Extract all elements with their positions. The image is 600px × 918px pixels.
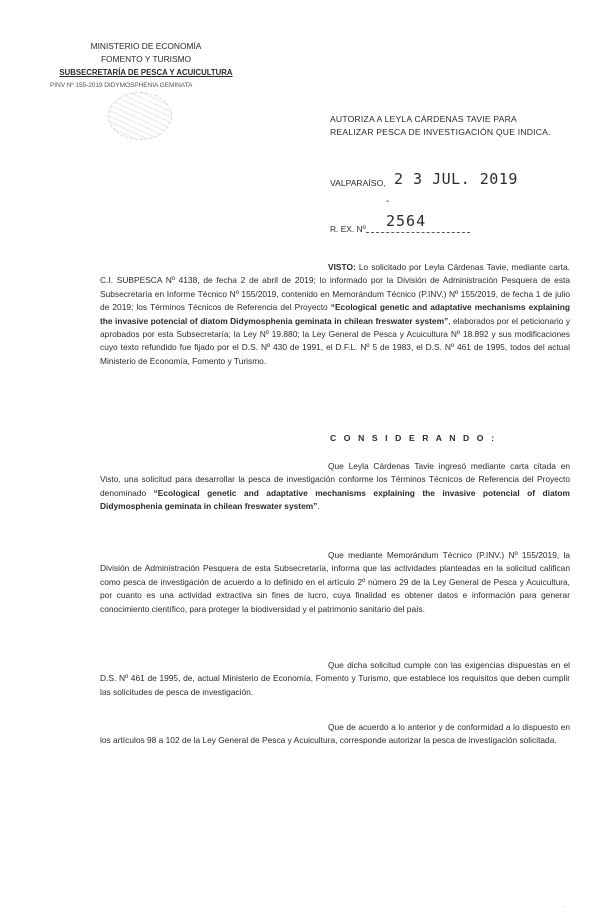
ministry-name: MINISTERIO DE ECONOMÍA <box>90 41 202 51</box>
page-corner-mark: · <box>562 904 564 910</box>
visto-label: VISTO: <box>328 262 356 272</box>
visto-text-a: Lo solicitado por Leyla Cárdenas Tavie, mediante carta. C.I. SUBPESCA Nº 4138, de fecha 2 de abril de 2019; lo informado por la División de Administración Pesquera de esta Subsecretaría en Informe Técnico Nº 155/2019, contenido en Memorándum Técnico (P.INV.) Nº 155/2019, de fecha 1 de julio de 2019; los Términos Técnicos de Referencia del Proyecto <box>100 262 570 313</box>
reference-code: PINV Nº 155-2019 DIDYMOSPHENIA GEMINATA <box>50 82 193 89</box>
visto-project-title: “Ecological genetic and adaptative mechanisms explaining the invasive potencial of diatom Didymosphenia geminata in chilean freswater system” <box>100 302 570 326</box>
considerando-paragraph-2: Que mediante Memorándum Técnico (P.INV.) Nº 155/2019, la División de Administración Pesquera de esta Subsecretaría, informa que las actividades planteadas en la solicitud califican como pesca de investigación de acuerdo a lo definido en el artículo 2º número 29 de la Ley General de Pesca y Acuicultura, por cuanto es una actividad extractiva sin fines de lucro, cuya finalidad es obtener datos e información para generar conocimiento científico, para proteger la biodiversidad y el patrimonio sanitario del país. <box>100 550 570 614</box>
ministry-name-line2: FOMENTO Y TURISMO <box>100 54 192 64</box>
date-stamp: 2 3 JUL. 2019 <box>394 170 518 188</box>
resolution-number: 2564 <box>386 212 427 230</box>
considerando-paragraph-4: Que de acuerdo a lo anterior y de conformidad a lo dispuesto en los artículos 98 a 102 de la Ley General de Pesca y Acuicultura, corresponde autorizar la pesca de investigación solicitada. <box>100 722 570 746</box>
subsecretaria-name: SUBSECRETARÍA DE PESCA Y ACUICULTURA <box>59 68 233 77</box>
visto-text-b: , elaborados por el peticionario y aprobados por esta Subsecretaría; la Ley Nº 19.880; la Ley General de Pesca y Acuicultura Nº 18.892 y sus modificaciones cuyo texto refundido fue fijado por el D.S. Nº 430 de 1991, el D.F.L. Nº 5 de 1983, el D.S. Nº 461 de 1995, todos del actual Ministerio de Economía, Fomento y Turismo. <box>100 315 571 366</box>
visto-paragraph <box>100 261 570 368</box>
considerando-paragraph-3: Que dicha solicitud cumple con las exigencias dispuestas en el D.S. Nº 461 de 1995, de, actual Ministerio de Economía, Fomento y Turismo, que establece los requisitos que deben cumplir las solicitudes de pesca de investigación. <box>100 660 570 697</box>
resolution-subject <box>330 113 570 139</box>
subject-line-2: REALIZAR PESCA DE INVESTIGACIÓN QUE INDICA. <box>330 127 551 137</box>
considerando-p1-project-title: “Ecological genetic and adaptative mechanisms explaining the invasive potencial of diatom Didymosphenia geminata in chilean freswater system” <box>100 487 570 512</box>
dash-mark: - <box>386 196 390 207</box>
considerando-p1-text: Que Leyla Cárdenas Tavie ingresó mediante carta citada en Visto, una solicitud para desarrollar la pesca de investigación conforme los Términos Técnicos de Referencia del Proyecto denominado <box>100 461 570 498</box>
seal-stamp-icon <box>108 92 172 140</box>
considerando-paragraph-1 <box>100 460 570 514</box>
resolution-underline <box>366 232 470 233</box>
date-label: VALPARAÍSO, <box>330 178 386 188</box>
considerando-heading: C O N S I D E R A N D O : <box>330 433 497 443</box>
considerando-p1-end: . <box>317 501 320 512</box>
letterhead <box>46 40 246 92</box>
subject-line-1: AUTORIZA A LEYLA CÁRDENAS TAVIE PARA <box>330 114 517 124</box>
resolution-label: R. EX. Nº <box>330 224 366 234</box>
